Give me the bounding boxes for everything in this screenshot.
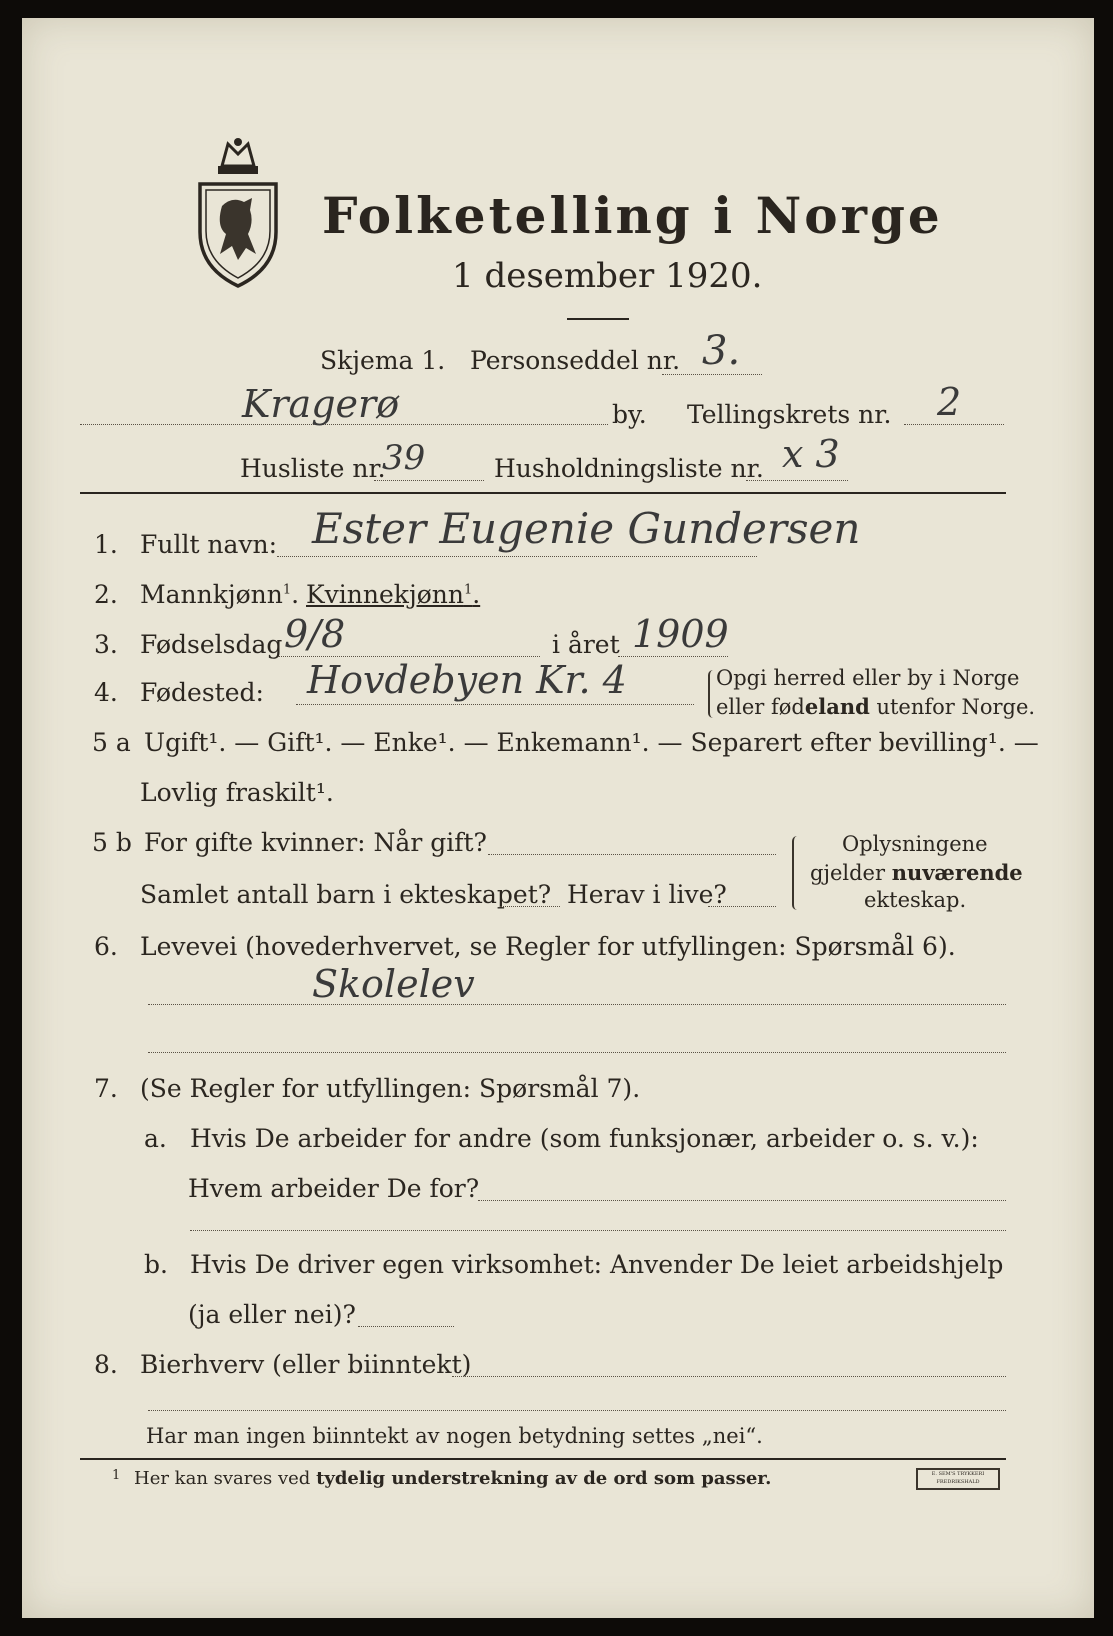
q5b-when-married-line — [488, 854, 776, 855]
q3-number: 3. — [94, 630, 118, 659]
header-rule — [80, 492, 1006, 494]
q4-note-line2: eller fødeland utenfor Norge. — [716, 694, 1036, 719]
q3-day-line — [278, 656, 540, 657]
q2-kvinnekjonn[interactable]: Kvinnekjønn$^1$. — [306, 580, 481, 609]
q7b-letter: b. — [144, 1250, 168, 1279]
q4-note-line1: Opgi herred eller by i Norge — [716, 666, 1020, 690]
q2-number: 2. — [94, 580, 118, 609]
footnote-text: Her kan svares ved tydelig understrekning av de ord som passer. — [134, 1468, 772, 1489]
q5b-note-line3: ekteskap. — [864, 888, 967, 912]
husholdningsliste-line — [746, 480, 848, 481]
q5b-brace — [792, 836, 802, 910]
occupation-value[interactable]: Skolelev — [312, 962, 475, 1006]
footnote-number: 1 — [112, 1468, 121, 1483]
q5a-options[interactable]: Ugift¹. — Gift¹. — Enke¹. — Enkemann¹. — Separert efter bevilling¹. — — [144, 728, 1039, 757]
footer-rule — [80, 1458, 1006, 1460]
q5b-note-line2: gjelder nuværende — [810, 860, 1023, 885]
q7b-answer-line — [358, 1326, 454, 1327]
printer-stamp: E. SEM'S TRYKKERI FREDRIKSHALD — [916, 1468, 1000, 1490]
nei-note: Har man ingen biinntekt av nogen betydning settes „nei“. — [146, 1424, 763, 1448]
birth-year-value[interactable]: 1909 — [632, 612, 729, 656]
q7a-line1: Hvis De arbeider for andre (som funksjonær, arbeider o. s. v.): — [190, 1124, 979, 1153]
title-divider — [567, 318, 629, 320]
q8-label: Bierhverv (eller biinntekt) — [140, 1350, 472, 1379]
husholdningsliste-label: Husholdningsliste nr. — [494, 454, 764, 483]
q3-label: Fødselsdag — [140, 630, 283, 659]
q5b-when-married-label: For gifte kvinner: Når gift? — [144, 828, 487, 857]
q1-number: 1. — [94, 530, 118, 559]
q6-label: Levevei (hovederhvervet, se Regler for utfyllingen: Spørsmål 6). — [140, 932, 956, 961]
q1-line — [277, 556, 757, 557]
q4-line — [296, 704, 694, 705]
q4-label: Fødested: — [140, 678, 264, 707]
q7a-answer-line1 — [478, 1200, 1006, 1201]
tellingskrets-value[interactable]: 2 — [937, 380, 962, 424]
q3-year-line — [618, 656, 728, 657]
personseddel-line — [662, 374, 762, 375]
q5a-options-line2[interactable]: Lovlig fraskilt¹. — [140, 778, 334, 807]
place-value[interactable]: Kragerø — [242, 382, 400, 426]
full-name-value[interactable]: Ester Eugenie Gundersen — [312, 504, 861, 553]
q5b-children-line — [500, 906, 560, 907]
tellingskrets-line — [904, 424, 1004, 425]
q5b-note-line1: Oplysningene — [842, 832, 988, 856]
q8-line1 — [452, 1376, 1006, 1377]
q5b-number: 5 b — [92, 828, 132, 857]
birthplace-value[interactable]: Hovdebyen Kr. 4 — [307, 658, 627, 702]
skjema-label: Skjema 1. — [320, 346, 446, 375]
q8-line2 — [148, 1410, 1006, 1411]
q7a-line2: Hvem arbeider De for? — [188, 1174, 480, 1203]
q8-number: 8. — [94, 1350, 118, 1379]
q7a-letter: a. — [144, 1124, 167, 1153]
q2-mannkjonn[interactable]: Mannkjønn$^1$. — [140, 580, 300, 609]
q7b-line2: (ja eller nei)? — [188, 1300, 356, 1329]
q5b-children-label: Samlet antall barn i ekteskapet? — [140, 880, 552, 909]
birthday-value[interactable]: 9/8 — [284, 612, 346, 656]
form-title: Folketelling i Norge — [322, 186, 943, 245]
q6-line2 — [148, 1052, 1006, 1053]
personseddel-value[interactable]: 3. — [702, 328, 741, 374]
q6-line1 — [148, 1004, 1006, 1005]
q4-number: 4. — [94, 678, 118, 707]
husliste-line — [374, 480, 484, 481]
husliste-value[interactable]: 39 — [382, 438, 426, 478]
form-date: 1 desember 1920. — [452, 256, 763, 296]
tellingskrets-label: Tellingskrets nr. — [687, 400, 892, 429]
q5a-number: 5 a — [92, 728, 131, 757]
q7a-answer-line2 — [190, 1230, 1006, 1231]
q7-number: 7. — [94, 1074, 118, 1103]
q7-label: (Se Regler for utfyllingen: Spørsmål 7). — [140, 1074, 641, 1103]
q5b-alive-line — [708, 906, 776, 907]
husliste-label: Husliste nr. — [240, 454, 386, 483]
norway-coat-of-arms-icon — [192, 136, 284, 288]
q3-year-label: i året — [552, 630, 620, 659]
personseddel-label: Personseddel nr. — [470, 346, 681, 375]
q6-number: 6. — [94, 932, 118, 961]
by-label: by. — [612, 400, 647, 429]
q7b-line1: Hvis De driver egen virksomhet: Anvender De leiet arbeidshjelp — [190, 1250, 1004, 1279]
q5b-alive-label: Herav i live? — [567, 880, 727, 909]
census-form — [22, 18, 1094, 1618]
husholdningsliste-value[interactable]: x 3 — [782, 432, 840, 476]
q1-label: Fullt navn: — [140, 530, 278, 559]
